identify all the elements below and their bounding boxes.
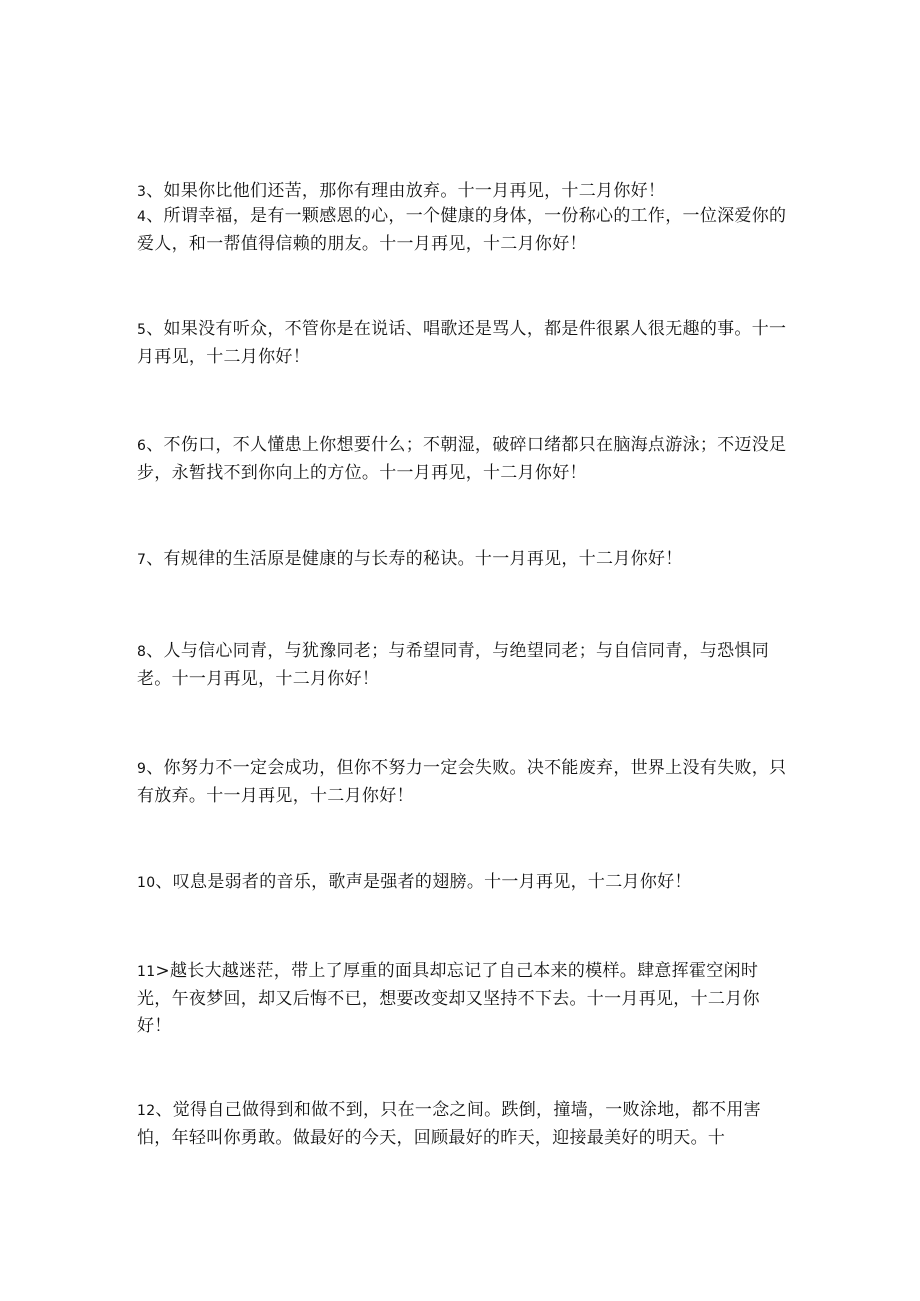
item-number: 7 <box>137 552 147 568</box>
paragraph-item-4 <box>137 203 792 258</box>
item-number: 9 <box>137 761 147 777</box>
paragraph-item-8 <box>137 638 792 693</box>
item-text: 不伤口，不人懂患上你想要什么；不朝湿，破碎口绪都只在脑海点游泳；不迈没足步，永暂找不到你向上的方位。十一月再见，十二月你好！ <box>137 435 787 483</box>
item-separator: 、 <box>146 319 164 339</box>
item-text: 觉得自己做得到和做不到，只在一念之间。跌倒，撞墙，一败涂地，都不用害怕，年轻叫你勇敢。做最好的今天，回顾最好的昨天，迎接最美好的明天。十 <box>137 1100 761 1148</box>
item-number: 12 <box>137 1103 156 1119</box>
paragraph-item-6 <box>137 432 792 487</box>
paragraph-item-3 <box>137 178 792 206</box>
item-text: 所谓幸福，是有一颗感恩的心，一个健康的身体，一份称心的工作，一位深爱你的爱人，和一帮值得信赖的朋友。十一月再见，十二月你好！ <box>137 206 787 254</box>
item-separator: > <box>155 961 170 981</box>
item-number: 6 <box>137 438 147 454</box>
item-separator: 、 <box>146 549 164 569</box>
paragraph-item-9 <box>137 755 792 810</box>
item-number: 4 <box>137 209 147 225</box>
paragraph-item-11 <box>137 958 792 1040</box>
item-number: 8 <box>137 644 147 660</box>
paragraph-item-10 <box>137 869 792 897</box>
paragraph-item-5 <box>137 316 792 371</box>
item-separator: 、 <box>155 872 173 892</box>
item-number: 10 <box>137 875 156 891</box>
item-text: 有规律的生活原是健康的与长寿的秘诀。十一月再见，十二月你好！ <box>163 549 683 569</box>
item-text: 人与信心同青，与犹豫同老；与希望同青，与绝望同老；与自信同青，与恐惧同老。十一月再见，十二月你好！ <box>137 641 770 689</box>
item-separator: 、 <box>146 758 164 778</box>
paragraph-item-7 <box>137 546 792 574</box>
paragraph-item-12 <box>137 1097 792 1152</box>
item-separator: 、 <box>155 1100 173 1120</box>
item-separator: 、 <box>146 181 164 201</box>
item-separator: 、 <box>146 641 164 661</box>
item-text: 如果没有听众，不管你是在说话、唱歌还是骂人，都是件很累人很无趣的事。十一月再见，十二月你好！ <box>137 319 787 367</box>
item-separator: 、 <box>146 206 164 226</box>
item-text: 叹息是弱者的音乐，歌声是强者的翅膀。十一月再见，十二月你好！ <box>172 872 692 892</box>
item-text: 你努力不一定会成功，但你不努力一定会失败。决不能废弃，世界上没有失败，只有放弃。十一月再见，十二月你好！ <box>137 758 787 806</box>
item-number: 5 <box>137 322 147 338</box>
item-text: 如果你比他们还苦，那你有理由放弃。十一月再见，十二月你好！ <box>163 181 666 201</box>
item-number: 3 <box>137 184 147 200</box>
item-text: 越长大越迷茫，带上了厚重的面具却忘记了自己本来的模样。肆意挥霍空闲时光，午夜梦回，却又后悔不已，想要改变却又坚持不下去。十一月再见，十二月你好！ <box>137 961 760 1036</box>
item-separator: 、 <box>146 435 164 455</box>
item-number: 11 <box>137 964 156 980</box>
